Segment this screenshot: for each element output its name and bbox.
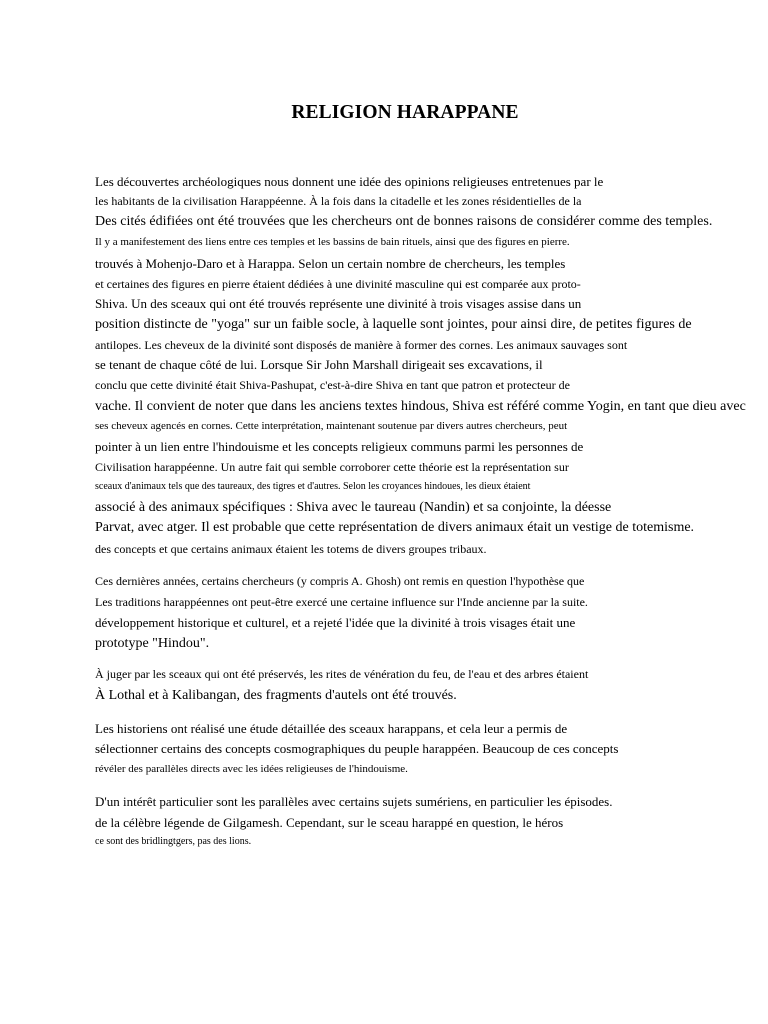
text-line: ses cheveux agencés en cornes. Cette interprétation, maintenant soutenue par divers autres chercheurs, peut [95, 420, 568, 432]
text-line: Parvat, avec atger. Il est probable que cette représentation de divers animaux était un vestige de totemisme. [95, 520, 695, 535]
text-line: Il y a manifestement des liens entre ces temples et les bassins de bain rituels, ainsi que des figures en pierre. [95, 236, 570, 248]
text-line: Les historiens ont réalisé une étude détaillée des sceaux harappans, et cela leur a permis de [95, 721, 568, 736]
text-line: Civilisation harappéenne. Un autre fait qui semble corroborer cette théorie est la représentation sur [95, 460, 569, 474]
text-line: prototype "Hindou". [95, 636, 210, 651]
text-line: les habitants de la civilisation Harappéenne. À la fois dans la citadelle et les zones résidentielles de la [95, 194, 582, 208]
text-line: pointer à un lien entre l'hindouisme et les concepts religieux communs parmi les personnes de [95, 439, 584, 454]
text-line: trouvés à Mohenjo-Daro et à Harappa. Selon un certain nombre de chercheurs, les temples [95, 256, 566, 271]
text-line: ce sont des bridlingtgers, pas des lions. [95, 836, 252, 847]
text-line: À Lothal et à Kalibangan, des fragments d'autels ont été trouvés. [95, 688, 457, 703]
text-line: développement historique et culturel, et a rejeté l'idée que la divinité à trois visages était une [95, 615, 576, 630]
text-line: sceaux d'animaux tels que des taureaux, des tigres et d'autres. Selon les croyances hindoues, les dieux étaient [95, 481, 531, 492]
text-line: vache. Il convient de noter que dans les anciens textes hindous, Shiva est référé comme Yogin, en tant que dieu avec [95, 399, 746, 414]
text-line: associé à des animaux spécifiques : Shiva avec le taureau (Nandin) et sa conjointe, la déesse [95, 500, 612, 515]
text-line: Les découvertes archéologiques nous donnent une idée des opinions religieuses entretenues par le [95, 174, 604, 189]
text-line: Des cités édifiées ont été trouvées que les chercheurs ont de bonnes raisons de considérer comme des temples. [95, 214, 713, 229]
text-line: sélectionner certains des concepts cosmographiques du peuple harappéen. Beaucoup de ces concepts [95, 741, 619, 756]
text-line: de la célèbre légende de Gilgamesh. Cependant, sur le sceau harappé en question, le héros [95, 815, 564, 830]
text-line: position distincte de "yoga" sur un faible socle, à laquelle sont jointes, pour ainsi dire, de petites figures de [95, 317, 692, 332]
text-line: des concepts et que certains animaux étaient les totems de divers groupes tribaux. [95, 542, 487, 556]
text-line: conclu que cette divinité était Shiva-Pashupat, c'est-à-dire Shiva en tant que patron et protecteur de [95, 378, 570, 392]
text-line: Les traditions harappéennes ont peut-être exercé une certaine influence sur l'Inde ancienne par la suite. [95, 595, 588, 609]
text-line: antilopes. Les cheveux de la divinité sont disposés de manière à former des cornes. Les animaux sauvages sont [95, 338, 628, 352]
text-line: Shiva. Un des sceaux qui ont été trouvés représente une divinité à trois visages assise dans un [95, 296, 582, 311]
text-line: et certaines des figures en pierre étaient dédiées à une divinité masculine qui est comparée aux proto- [95, 277, 581, 291]
document-title: RELIGION HARAPPANE [291, 102, 519, 123]
text-line: Ces dernières années, certains chercheurs (y compris A. Ghosh) ont remis en question l'hypothèse que [95, 574, 585, 588]
text-line: D'un intérêt particulier sont les parallèles avec certains sujets sumériens, en particulier les épisodes. [95, 794, 613, 809]
text-line: révéler des parallèles directs avec les idées religieuses de l'hindouisme. [95, 763, 408, 775]
text-line: se tenant de chaque côté de lui. Lorsque Sir John Marshall dirigeait ses excavations, il [95, 357, 543, 372]
text-line: À juger par les sceaux qui ont été préservés, les rites de vénération du feu, de l'eau et des arbres étaient [95, 667, 589, 681]
